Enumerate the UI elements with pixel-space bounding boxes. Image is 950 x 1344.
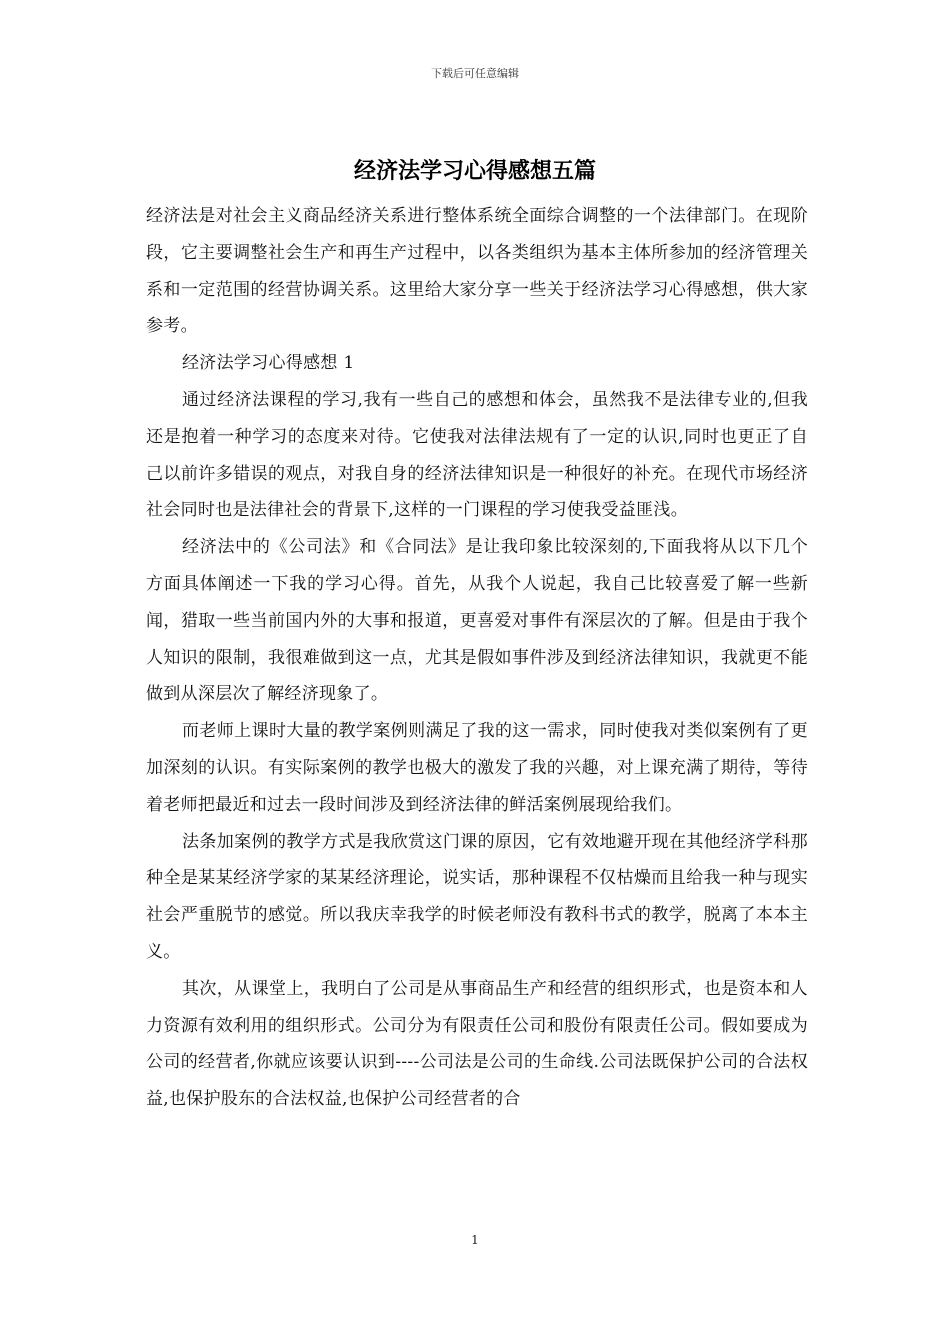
body-paragraph: 其次，从课堂上，我明白了公司是从事商品生产和经营的组织形式，也是资本和人力资源有效利用的组织形式。公司分为有限责任公司和股份有限责任公司。假如要成为公司的经营者,你就应该要认识到----公司法是公司的生命线.公司法既保护公司的合法权益,也保护股东的合法权益,也保护公司经营者的合 bbox=[146, 978, 808, 1110]
body-paragraph: 而老师上课时大量的教学案例则满足了我的这一需求，同时使我对类似案例有了更加深刻的认识。有实际案例的教学也极大的激发了我的兴趣，对上课充满了期待，等待着老师把最近和过去一段时间涉及到经济法律的鲜活案例展现给我们。 bbox=[146, 721, 808, 815]
body-paragraph: 通过经济法课程的学习,我有一些自己的感想和体会，虽然我不是法律专业的,但我还是抱着一种学习的态度来对待。它使我对法律法规有了一定的认识,同时也更正了自己以前许多错误的观点，对我自身的经济法律知识是一种很好的补充。在现代市场经济社会同时也是法律社会的背景下,这样的一门课程的学习使我受益匪浅。 bbox=[146, 389, 808, 521]
section-heading: 经济法学习心得感想 1 bbox=[182, 353, 355, 374]
body-paragraph: 法条加案例的教学方式是我欣赏这门课的原因，它有效地避开现在其他经济学科那种全是某某经济学家的某某经济理论，说实话，那种课程不仅枯燥而且给我一种与现实社会严重脱节的感觉。所以我庆幸我学的时候老师没有教科书式的教学，脱离了本本主义。 bbox=[146, 831, 808, 962]
document-title: 经济法学习心得感想五篇 bbox=[353, 158, 596, 184]
body-paragraph: 经济法中的《公司法》和《合同法》是让我印象比较深刻的,下面我将从以下几个方面具体阐述一下我的学习心得。首先，从我个人说起，我自己比较喜爱了解一些新闻，猎取一些当前国内外的大事和报道，更喜爱对事件有深层次的了解。但是由于我个人知识的限制，我很难做到这一点，尤其是假如事件涉及到经济法律知识，我就更不能做到从深层次了解经济现象了。 bbox=[146, 537, 808, 705]
page-number: 1 bbox=[471, 1233, 479, 1247]
document-body bbox=[146, 198, 808, 1118]
intro-paragraph: 经济法是对社会主义商品经济关系进行整体系统全面综合调整的一个法律部门。在现阶段，它主要调整社会生产和再生产过程中，以各类组织为基本主体所参加的经济管理关系和一定范围的经营协调关系。这里给大家分享一些关于经济法学习心得感想，供大家参考。 bbox=[146, 206, 808, 337]
page-header-note: 下载后可任意编辑 bbox=[431, 67, 519, 80]
